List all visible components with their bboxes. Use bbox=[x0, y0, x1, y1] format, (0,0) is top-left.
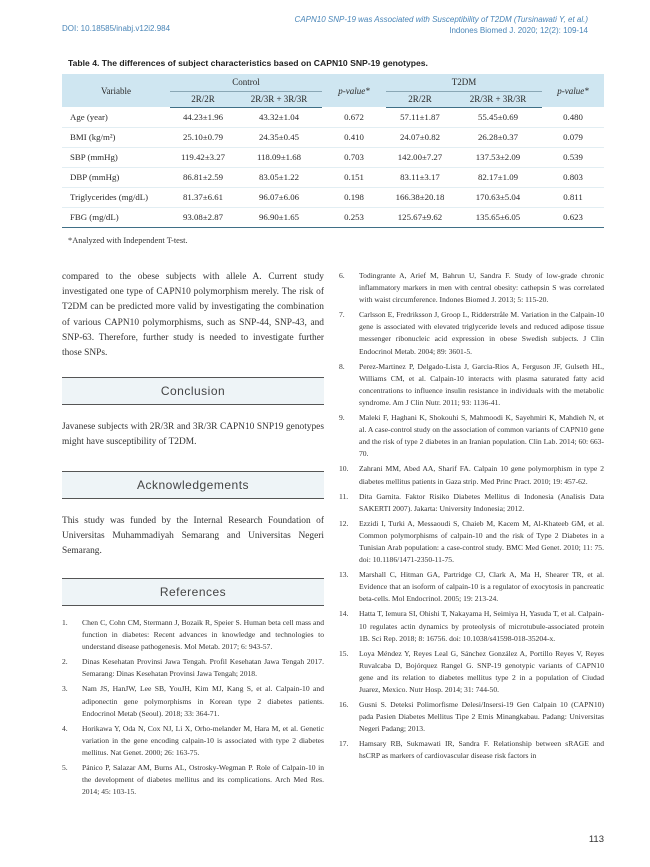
acknowledgements-paragraph: This study was funded by the Internal Research Foundation of Universitas Muhammadiyah Semarang and Universitas Negeri Semarang. bbox=[62, 516, 324, 557]
col-control-2r2r: 2R/2R bbox=[170, 91, 236, 107]
row-variable: BMI (kg/m²) bbox=[62, 127, 170, 147]
table-row bbox=[62, 127, 604, 147]
cell: 0.672 bbox=[322, 107, 386, 127]
cell: 0.803 bbox=[542, 167, 604, 187]
cell: 96.90±1.65 bbox=[236, 207, 322, 227]
col-t2dm: T2DM bbox=[386, 74, 542, 91]
reference-item: 11. Dita Garnita. Faktor Risiko Diabetes Mellitus di Indonesia (Analisis Data SAKERTI 2007). Jakarta: University Indonesia; 2012. bbox=[339, 491, 604, 513]
cell: 119.42±3.27 bbox=[170, 147, 236, 167]
cell: 0.253 bbox=[322, 207, 386, 227]
reference-item: 14. Hatta T, Iemura SI, Ohishi T, Nakayama H, Seimiya H, Yasuda T, et al. Calpain-10 regulates actin dynamics by proteolysis of microtubule-associated protein 1B. Sci Rep. 2018; 8: 16756. doi: 10.1038/s41598-018-35204-x. bbox=[339, 609, 604, 643]
cell: 82.17±1.09 bbox=[454, 167, 542, 187]
cell: 125.67±9.62 bbox=[386, 207, 454, 227]
doi-header: DOI: 10.18585/inabj.v12i2.984 bbox=[62, 24, 171, 33]
cell: 142.00±7.27 bbox=[386, 147, 454, 167]
cell: 25.10±0.79 bbox=[170, 127, 236, 147]
table-footnote: *Analyzed with Independent T-test. bbox=[68, 236, 188, 245]
row-variable: Age (year) bbox=[62, 107, 170, 127]
cell: 24.35±0.45 bbox=[236, 127, 322, 147]
row-variable: SBP (mmHg) bbox=[62, 147, 170, 167]
references-list-left bbox=[62, 617, 324, 801]
reference-item: 8. Perez-Martinez P, Delgado-Lista J, Garcia-Rios A, Ferguson JF, Gulseth HL, Williams CM, et al. Calpain-10 interacts with plasma saturated fatty acid concentrations to influence insulin resistance in individuals with the metabolic syndrome. Am J Clin Nutr. 2011; 93: 1136-41. bbox=[339, 361, 604, 407]
characteristics-table bbox=[62, 74, 604, 228]
cell: 170.63±5.04 bbox=[454, 187, 542, 207]
cell: 0.539 bbox=[542, 147, 604, 167]
cell: 26.28±0.37 bbox=[454, 127, 542, 147]
cell: 93.08±2.87 bbox=[170, 207, 236, 227]
cell: 83.05±1.22 bbox=[236, 167, 322, 187]
cell: 0.811 bbox=[542, 187, 604, 207]
reference-item: 17. Hamsary RB, Sukmawati IR, Sandra F. Relationship between sRAGE and hsCRP as markers of cardiovascular disease risk factors in bbox=[339, 739, 604, 761]
references-list-right bbox=[339, 270, 604, 766]
reference-item: 2. Dinas Kesehatan Provinsi Jawa Tengah. Profil Kesehatan Jawa Tengah 2017. Semarang: Dinas Kesehatan Provinsi Jawa Tengah; 2018. bbox=[62, 657, 324, 679]
cell: 83.11±3.17 bbox=[386, 167, 454, 187]
row-variable: FBG (mg/dL) bbox=[62, 207, 170, 227]
reference-item: 5. Pánico P, Salazar AM, Burns AL, Ostrosky-Wegman P. Role of Calpain-10 in the development of diabetes mellitus and its complications. Arch Med Res. 2014; 45: 103-15. bbox=[62, 763, 324, 797]
reference-item: 4. Horikawa Y, Oda N, Cox NJ, Li X, Orho-melander M, Hara M, et al. Genetic variation in the gene encoding calpain-10 is associated with type 2 diabetes mellitus. Nat Genet. 2000; 26: 163-75. bbox=[62, 723, 324, 757]
reference-item: 1. Chen C, Cohn CM, Stermann J, Bozaik R, Speier S. Human beta cell mass and function in diabetes: Recent advances in knowledge and technologies to understand disease pathogenesis. Mol Metab. 2017; 6: 943-57. bbox=[62, 618, 324, 652]
cell: 96.07±6.06 bbox=[236, 187, 322, 207]
col-variable: Variable bbox=[62, 74, 170, 107]
col-control: Control bbox=[170, 74, 322, 91]
col-pvalue-t2dm: p-value* bbox=[542, 74, 604, 107]
cell: 0.198 bbox=[322, 187, 386, 207]
cell: 0.151 bbox=[322, 167, 386, 187]
reference-item: 9. Maleki F, Haghani K, Shokouhi S, Mahmoodi K, Sayehmiri K, Mahdieh N, et al. A case-control study on the association of common variants of CAPN10 gene and the risk of type 2 diabetes in an Iranian population. Clin Lab. 2014; 60: 663-70. bbox=[339, 413, 604, 459]
cell: 137.53±2.09 bbox=[454, 147, 542, 167]
reference-item: 7. Carlsson E, Fredriksson J, Groop L, Ridderstråle M. Variation in the Calpain-10 gene is associated with elevated triglyceride levels and reduced adipose tissue messenger ribonucleic acid expression in obese Swedish subjects. J Clin Endocrinol Metab. 2004; 89: 3601-5. bbox=[339, 310, 604, 356]
cell: 44.23±1.96 bbox=[170, 107, 236, 127]
col-t2dm-2r3r: 2R/3R + 3R/3R bbox=[454, 91, 542, 107]
table-row bbox=[62, 107, 604, 127]
cell: 43.32±1.04 bbox=[236, 107, 322, 127]
reference-item: 16. Gusni S. Deteksi Polimorfisme Delesi/Insersi-19 Gen Calpain 10 (CAPN10) pada Pasien Diabetes Mellitus Tipe 2 Etnis Minangkabau. Padang: Universitas Negeri Padang; 2013. bbox=[339, 700, 604, 734]
references-heading: References bbox=[62, 578, 324, 606]
conclusion-paragraph: Javanese subjects with 2R/3R and 3R/3R CAPN10 SNP19 genotypes might have susceptibility of T2DM. bbox=[62, 422, 324, 448]
discussion-paragraph: compared to the obese subjects with allele A. Current study investigated one type of CAPN10 polymorphism merely. The risk of T2DM can be predicted more valid by investigating the combination of various CAPN10 polymorphisms, such as SNP-44, SNP-43, and SNP-63. Therefore, further study is needed to investigate further those SNPs. bbox=[62, 272, 324, 359]
journal-citation: Indones Biomed J. 2020; 12(2): 109-14 bbox=[449, 26, 588, 35]
reference-item: 10. Zahrani MM, Abed AA, Sharif FA. Calpain 10 gene polymorphism in type 2 diabetes mellitus patients in Gaza strip. Med Princ Pract. 2010; 19: 457-62. bbox=[339, 464, 604, 486]
reference-item: 12. Ezzidi I, Turki A, Messaoudi S, Chaieb M, Kacem M, Al-Khateeb GM, et al. Common polymorphisms of calpain-10 and the risk of Type 2 Diabetes in a Tunisian Arab population: a case-control study. BMC Med Genet. 2010; 11: 75. doi: 10.1186/1471-2350-11-75. bbox=[339, 518, 604, 565]
reference-item: 13. Marshall C, Hitman GA, Partridge CJ, Clark A, Ma H, Shearer TR, et al. Evidence that an isoform of calpain-10 is a regulator of exocytosis in pancreatic beta-cells. Mol Endocrinol. 2005; 19: 213-24. bbox=[339, 570, 604, 604]
running-title: CAPN10 SNP-19 was Associated with Susceptibility of T2DM (Tursinawati Y, et al.) bbox=[294, 15, 588, 24]
row-variable: DBP (mmHg) bbox=[62, 167, 170, 187]
cell: 0.480 bbox=[542, 107, 604, 127]
table-row bbox=[62, 147, 604, 167]
reference-item: 6. Todingrante A, Arief M, Bahrun U, Sandra F. Study of low-grade chronic inflammatory markers in men with central obesity: cathepsin S was correlated with waist circumference. Indones Biomed J. 2013; 5: 115-20. bbox=[339, 271, 604, 305]
col-pvalue-control: p-value* bbox=[322, 74, 386, 107]
table-title: Table 4. The differences of subject characteristics based on CAPN10 SNP-19 genotypes. bbox=[68, 58, 428, 68]
conclusion-heading: Conclusion bbox=[62, 377, 324, 405]
cell: 0.703 bbox=[322, 147, 386, 167]
cell: 0.410 bbox=[322, 127, 386, 147]
cell: 57.11±1.87 bbox=[386, 107, 454, 127]
reference-item: 15. Loya Méndez Y, Reyes Leal G, Sánchez González A, Portillo Reyes V, Reyes Ruvalcaba D, Bojórquez Rangel G. SNP-19 genotypic variants of CAPN10 gene and its relation to diabetes mellitus type 2 in a population of Ciudad Juarez, Mexico. Nutr Hosp. 2014; 31: 744-50. bbox=[339, 648, 604, 694]
cell: 166.38±20.18 bbox=[386, 187, 454, 207]
running-header bbox=[295, 14, 588, 36]
cell: 118.09±1.68 bbox=[236, 147, 322, 167]
cell: 0.079 bbox=[542, 127, 604, 147]
cell: 86.81±2.59 bbox=[170, 167, 236, 187]
table-row bbox=[62, 167, 604, 187]
col-control-2r3r: 2R/3R + 3R/3R bbox=[236, 91, 322, 107]
page-number: 113 bbox=[588, 834, 604, 845]
cell: 24.07±0.82 bbox=[386, 127, 454, 147]
acknowledgements-heading: Acknowledgements bbox=[62, 471, 324, 499]
cell: 135.65±6.05 bbox=[454, 207, 542, 227]
cell: 81.37±6.61 bbox=[170, 187, 236, 207]
col-t2dm-2r2r: 2R/2R bbox=[386, 91, 454, 107]
reference-item: 3. Nam JS, HanJW, Lee SB, YouJH, Kim MJ, Kang S, et al. Calpain-10 and adiponectin gene polymorphisms in Korean type 2 diabetes patients. Endocrinol Metab (Seoul). 2018; 33: 364-71. bbox=[62, 684, 324, 718]
cell: 55.45±0.69 bbox=[454, 107, 542, 127]
table-row bbox=[62, 207, 604, 227]
table-row bbox=[62, 187, 604, 207]
row-variable: Triglycerides (mg/dL) bbox=[62, 187, 170, 207]
cell: 0.623 bbox=[542, 207, 604, 227]
